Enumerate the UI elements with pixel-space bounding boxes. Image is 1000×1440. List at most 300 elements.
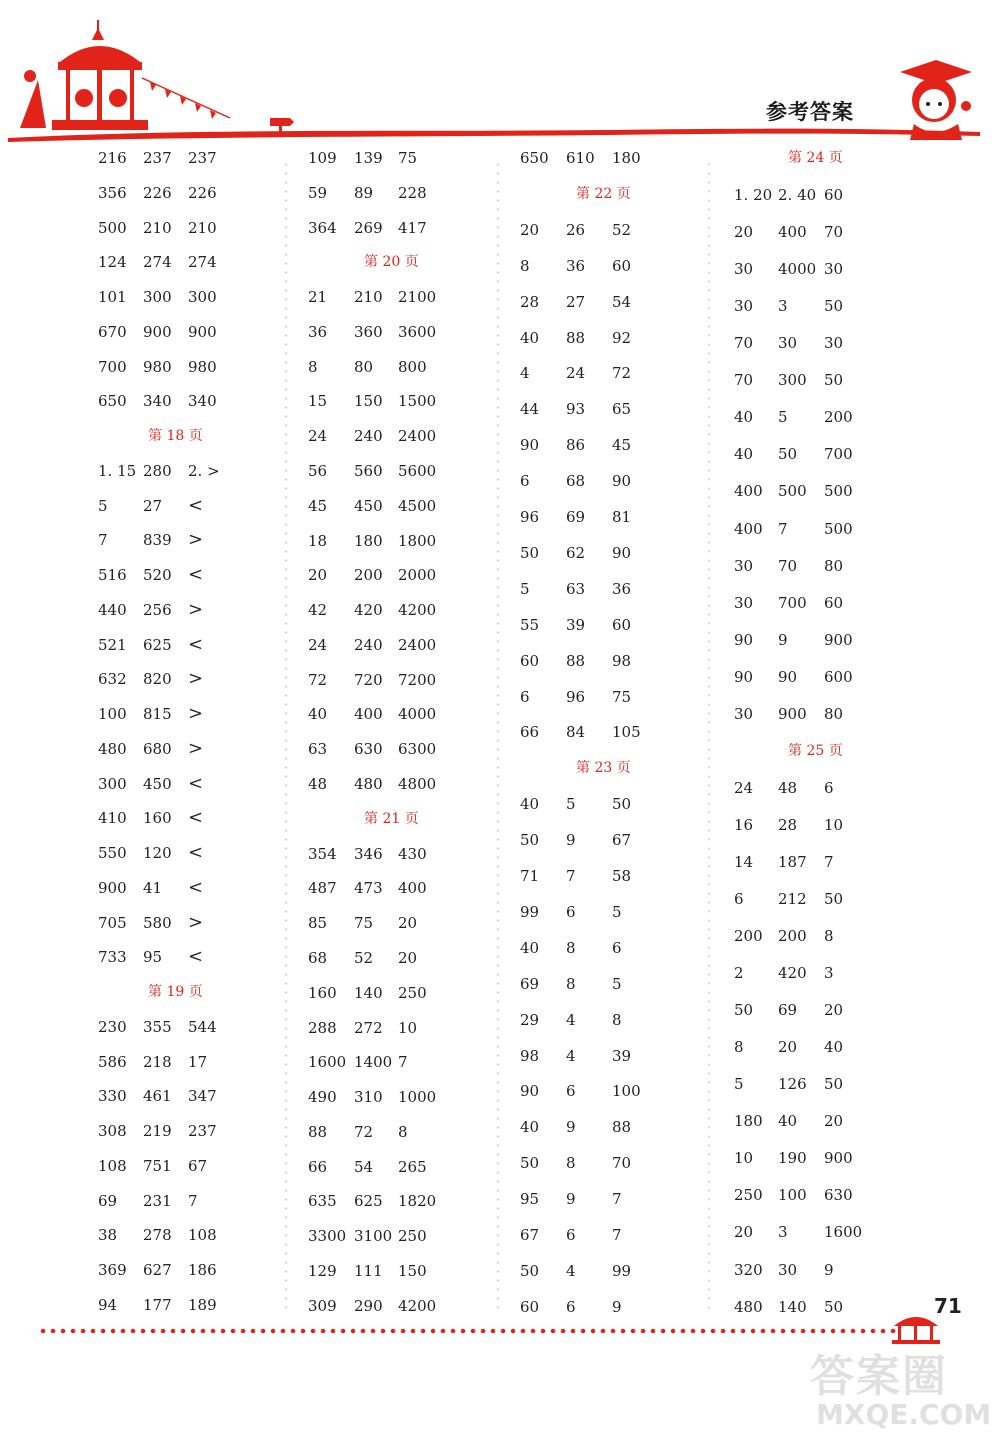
answer-cell: 980 [143,357,172,376]
answer-row [70,1083,290,1109]
answer-row [492,1007,712,1033]
answer-cell: 705 [98,913,127,932]
answer-cell: 7 [612,1190,622,1209]
answer-cell: 369 [98,1261,127,1279]
answer-cell: 40 [734,445,754,464]
answer-cell: 36 [612,579,632,598]
answer-cell: 290 [354,1296,383,1315]
answer-cell: 3300 [308,1227,347,1246]
answer-row [280,458,500,484]
watermark [800,1340,990,1435]
answer-cell: 226 [143,183,172,202]
answer-cell: 200 [778,927,807,946]
answer-row [280,284,500,310]
answer-cell: 480 [354,775,383,794]
answer-cell: > [188,703,204,724]
answer-cell: 4 [566,1261,576,1280]
answer-row [492,432,712,458]
answer-cell: 60 [824,593,844,612]
answer-cell: 58 [612,867,632,885]
answer-cell: 720 [354,670,383,689]
answer-cell: 10 [398,1018,418,1037]
answer-row [70,284,290,310]
answer-cell: 6 [612,938,622,957]
watermark-mark: 答案圈 [810,1351,948,1402]
answer-cell: 800 [398,357,427,376]
answer-cell: 900 [143,322,172,341]
answer-row [492,504,712,530]
answer-cell: 280 [143,461,172,480]
answer-cell: 92 [612,328,632,347]
answer-cell: 625 [143,635,172,654]
answer-cell: 75 [354,914,374,933]
answer-cell: 38 [98,1226,118,1245]
answer-cell: 90 [778,667,798,686]
answer-cell: 219 [143,1122,172,1140]
answer-row [706,1219,926,1245]
answer-row [280,1258,500,1284]
answer-cell: 30 [824,260,844,279]
answer-cell: 310 [354,1088,383,1107]
answer-cell: 140 [354,983,383,1002]
answer-row [706,182,926,208]
answer-cell: 4000 [398,705,437,724]
answer-row [706,1145,926,1171]
answer-cell: 56 [308,462,328,481]
answer-cell: 340 [143,392,172,411]
answer-cell: 1800 [398,531,437,550]
answer-cell: 1820 [398,1192,437,1211]
answer-cell: 610 [566,149,595,167]
answer-cell: 212 [778,890,807,908]
answer-row [492,1294,712,1320]
answer-cell: 41 [143,878,163,897]
answer-row [492,289,712,315]
answer-cell: 210 [188,218,217,237]
answer-cell: 150 [354,392,383,411]
answer-cell: 60 [612,615,632,634]
answer-row [280,945,500,971]
answer-cell: 100 [612,1082,641,1101]
answer-cell: 340 [188,392,217,411]
answer-cell: 1500 [398,392,437,411]
answer-cell: 6 [824,778,834,797]
answer-cell: 3 [778,1223,788,1242]
answer-row [492,827,712,853]
answer-cell: 7 [824,852,834,871]
answer-cell: 29 [520,1010,540,1029]
answer-cell: 40 [824,1038,844,1057]
answer-cell: 60 [824,186,844,205]
answer-row [492,1150,712,1176]
answer-cell: 63 [308,740,328,759]
answer-cell: 60 [612,256,632,275]
answer-cell: 400 [398,879,427,898]
answer-cell: 70 [734,371,754,390]
answer-cell: 231 [143,1191,172,1210]
answer-cell: 180 [354,531,383,550]
answer-cell: 16 [734,815,754,834]
answer-row [492,1114,712,1140]
answer-cell: 60 [520,651,540,670]
answer-cell: 70 [612,1154,632,1173]
answer-cell: 8 [566,1154,576,1173]
answer-cell: 237 [188,149,217,167]
answer-cell: 733 [98,948,127,967]
answer-cell: 39 [612,1046,632,1065]
answer-row [492,899,712,925]
answer-row [280,388,500,414]
answer-cell: 20 [734,1223,754,1242]
answer-cell: 10 [824,815,844,834]
answer-row [70,736,290,762]
answer-cell: 8 [520,256,530,275]
answer-cell: 48 [778,778,798,797]
answer-cell: 150 [398,1261,427,1280]
answer-row [70,493,290,519]
answer-row [70,597,290,623]
answer-cell: 30 [778,334,798,353]
answer-row [280,493,500,519]
answer-cell: 544 [188,1017,217,1036]
answer-cell: 60 [520,1297,540,1316]
answer-cell: 3 [778,297,788,316]
answer-cell: 3 [824,964,834,983]
answer-row [70,944,290,970]
answer-row [280,1154,500,1180]
answer-cell: 36 [308,322,328,341]
answer-cell: 309 [308,1296,337,1315]
answer-row [70,1188,290,1214]
answer-row [280,771,500,797]
answer-cell: < [188,494,204,516]
answer-cell: 30 [734,556,754,575]
answer-cell: > [188,668,204,690]
answer-cell: 625 [354,1192,383,1211]
answer-cell: 67 [188,1156,208,1175]
footer-dotted-line [38,1328,898,1334]
answer-row [706,256,926,282]
answer-cell: 635 [308,1192,337,1211]
answer-cell: 20 [520,220,540,239]
answer-cell: 88 [612,1118,632,1137]
answer-cell: 42 [308,601,328,620]
answer-cell: 308 [98,1122,127,1140]
answer-cell: 40 [308,705,328,724]
answer-row [706,478,926,504]
answer-cell: 700 [98,357,127,376]
answer-cell: 400 [734,482,763,501]
answer-cell: 124 [98,253,127,272]
answer-cell: 400 [734,519,763,538]
answer-cell: < [188,842,204,863]
answer-cell: 356 [98,183,127,202]
answer-cell: 354 [308,844,337,863]
answer-cell: 274 [143,253,172,272]
answer-cell: 6 [520,472,530,491]
answer-row [492,612,712,638]
answer-cell: 105 [612,723,641,742]
answer-cell: 480 [98,739,127,758]
answer-cell: 40 [520,938,540,957]
answer-row [280,1223,500,1249]
answer-row [70,388,290,414]
answer-cell: 586 [98,1052,127,1071]
answer-cell: 40 [520,1118,540,1137]
answer-row [706,923,926,949]
answer-row [70,666,290,692]
answer-row [492,396,712,422]
answer-row [706,1108,926,1134]
answer-cell: 8 [824,927,834,946]
answer-cell: 274 [188,253,217,272]
carousel-icon [20,20,148,130]
answer-cell: 108 [98,1156,127,1175]
answer-cell: 516 [98,566,127,584]
answer-row [70,458,290,484]
answer-cell: 216 [98,149,127,167]
answer-cell: 70 [734,334,754,353]
answer-cell: 650 [98,392,127,411]
answer-cell: 9 [566,1118,576,1137]
answer-cell: 4 [566,1010,576,1029]
header-decoration [0,0,1000,150]
answer-cell: 8 [566,938,576,957]
answer-cell: 228 [398,183,427,202]
answer-row [492,648,712,674]
answer-cell: 490 [308,1088,337,1107]
answer-cell: 272 [354,1018,383,1037]
answer-cell: 210 [143,218,172,237]
answer-row [70,319,290,345]
answer-row [280,841,500,867]
answer-cell: 39 [566,615,586,634]
answer-row [706,441,926,467]
answer-cell: 487 [308,879,337,898]
answer-cell: 20 [398,948,418,967]
answer-cell: 18 [308,531,328,550]
answer-cell: 2000 [398,566,437,585]
answer-cell: 95 [520,1190,540,1209]
answer-cell: 237 [143,149,172,167]
answer-cell: 69 [778,1001,798,1020]
answer-row [70,215,290,241]
answer-cell: 5 [778,408,788,427]
answer-cell: 62 [566,543,586,562]
answer-cell: 80 [824,704,844,723]
answer-row [492,791,712,817]
answer-cell: 30 [734,593,754,612]
answer-row [492,1258,712,1284]
answer-cell: 52 [612,220,632,239]
answer-cell: 580 [143,913,172,932]
answer-cell: 1. 15 [98,461,137,480]
answer-cell: 2100 [398,288,437,307]
answer-cell: 24 [734,778,754,797]
answer-row [280,980,500,1006]
answer-cell: 680 [143,739,172,758]
answer-cell: 68 [308,948,328,967]
answer-row [70,805,290,831]
answer-cell: 68 [566,472,586,491]
answer-row [280,632,500,658]
answer-row [70,632,290,658]
answer-row [70,1049,290,1075]
answer-row [706,960,926,986]
answer-cell: 30 [824,334,844,353]
answer-row [706,330,926,356]
answer-row [706,849,926,875]
answer-cell: 93 [566,400,586,419]
answer-cell: 109 [308,149,337,167]
answer-cell: 94 [98,1295,118,1314]
answer-row [70,1153,290,1179]
answer-row [280,562,500,588]
answer-cell: 24 [308,635,328,654]
answer-cell: 6 [520,687,530,706]
answer-cell: 240 [354,427,383,446]
answer-cell: 900 [778,704,807,723]
answer-cell: 200 [824,408,853,427]
answer-cell: 27 [143,496,163,515]
answer-cell: 88 [566,328,586,347]
answer-cell: 20 [308,566,328,585]
answer-cell: 20 [398,914,418,933]
answer-row [280,1188,500,1214]
answer-cell: 100 [98,705,127,723]
answer-cell: 50 [520,1261,540,1280]
answer-cell: 30 [734,260,754,279]
answer-cell: 980 [188,357,217,376]
answer-row [492,684,712,710]
section-heading: 第 21 页 [364,810,419,827]
answer-cell: 70 [824,223,844,242]
answer-row [70,145,290,171]
answer-cell: 50 [520,831,540,850]
answer-cell: 67 [520,1226,540,1244]
answer-cell: 45 [612,436,632,455]
answer-row [70,1222,290,1248]
answer-cell: 5 [520,579,530,598]
answer-row [492,1186,712,1212]
answer-cell: 7200 [398,670,437,689]
answer-cell: 50 [824,297,844,316]
answer-cell: 278 [143,1226,172,1245]
answer-row [280,354,500,380]
answer-cell: 50 [612,795,632,814]
answer-cell: 26 [566,220,586,239]
answer-cell: 85 [308,914,328,933]
answer-row [70,1292,290,1318]
answer-row [70,840,290,866]
answer-cell: 20 [824,1112,844,1131]
answer-cell: 96 [520,508,540,526]
bunting-icon [142,78,230,119]
answer-cell: 21 [308,288,328,307]
answer-cell: 54 [354,1157,374,1176]
answer-cell: 10 [734,1149,754,1168]
answer-cell: > [188,598,204,620]
answer-row [492,1078,712,1104]
answer-cell: 500 [824,519,853,538]
answer-cell: > [188,529,204,551]
answer-row [492,145,712,171]
answer-cell: 250 [398,983,427,1002]
answer-cell: 815 [143,705,172,723]
answer-cell: 288 [308,1018,337,1037]
answer-row [706,404,926,430]
answer-cell: 186 [188,1261,217,1279]
answer-row [70,1014,290,1040]
answer-row [706,664,926,690]
answer-cell: 86 [566,436,586,455]
section-heading: 第 18 页 [148,428,203,444]
answer-cell: 7 [188,1191,198,1210]
answer-cell: 8 [612,1010,622,1029]
answer-cell: 5 [98,496,108,515]
answer-cell: 9 [566,831,576,850]
answer-cell: 90 [520,436,540,455]
answer-cell: 180 [612,149,641,167]
answer-cell: 44 [520,400,540,419]
answer-cell: 520 [143,566,172,584]
answer-cell: 90 [520,1082,540,1101]
answer-row [492,360,712,386]
answer-cell: 1600 [824,1223,863,1242]
answer-cell: 6 [566,1082,576,1101]
answer-cell: 80 [354,357,374,376]
answer-cell: 300 [778,371,807,390]
answer-cell: 630 [354,740,383,759]
answer-cell: 40 [734,408,754,427]
answer-cell: 129 [308,1261,337,1280]
answer-cell: 5 [612,902,622,921]
answer-row [706,590,926,616]
answer-cell: 461 [143,1087,172,1106]
answer-cell: 69 [566,508,586,526]
answer-cell: 24 [308,427,328,446]
graduate-icon [900,60,972,140]
answer-row [706,1257,926,1283]
answer-cell: 28 [778,815,798,834]
answer-row [280,215,500,241]
answer-cell: 8 [734,1038,744,1057]
answer-cell: 400 [778,223,807,242]
answer-row [280,875,500,901]
answer-row [492,540,712,566]
answer-row [492,253,712,279]
answer-cell: 6 [734,890,744,908]
answer-cell: 140 [778,1297,807,1316]
answer-cell: 7 [398,1053,408,1072]
answer-title: 参考答案 [766,100,854,124]
answer-row [280,528,500,554]
answer-row [280,1049,500,1075]
answer-cell: 900 [824,630,853,649]
answer-cell: 50 [520,1154,540,1173]
answer-cell: 5 [612,974,622,993]
answer-cell: 440 [98,600,127,619]
answer-cell: 230 [98,1017,127,1036]
answer-cell: 210 [354,288,383,307]
answer-cell: 177 [143,1295,172,1314]
answer-cell: 670 [98,322,127,341]
answer-cell: 9 [566,1190,576,1209]
answer-cell: 900 [824,1149,853,1168]
answer-cell: 7 [566,867,576,885]
answer-cell: 24 [566,364,586,383]
answer-cell: 120 [143,844,172,862]
